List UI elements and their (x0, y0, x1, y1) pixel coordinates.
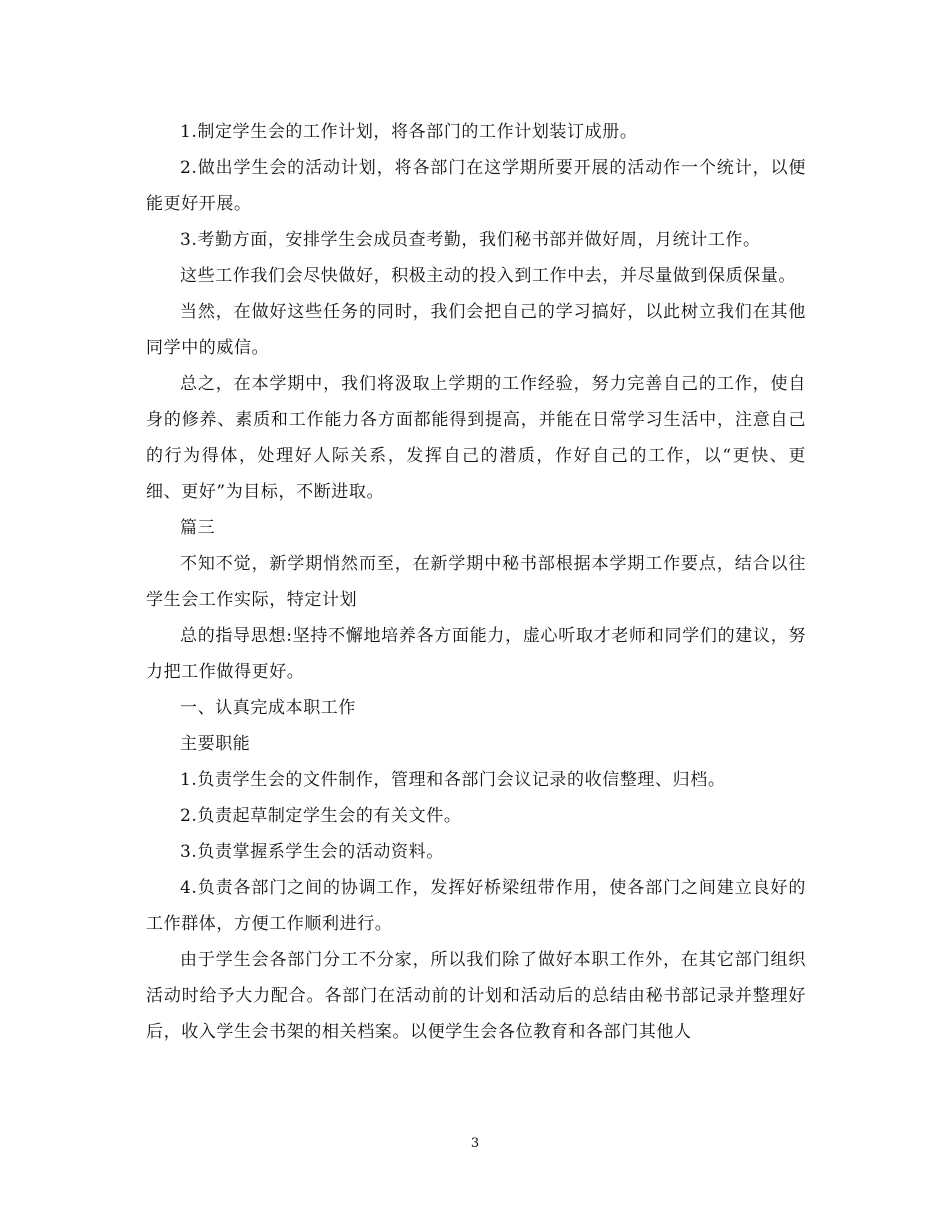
duty-item-2: 2.负责起草制定学生会的有关文件。 (180, 806, 462, 826)
paragraph-9: 总的指导思想:坚持不懈地培养各方面能力，虚心听取才老师和同学们的建议，努力把工作做得更好。 (146, 626, 806, 682)
subheading-main-duties: 主要职能 (180, 734, 251, 754)
duty-item-3: 3.负责掌握系学生会的活动资料。 (180, 842, 444, 862)
section-heading-1: 一、认真完成本职工作 (180, 698, 356, 718)
paragraph-4: 这些工作我们会尽快做好，积极主动的投入到工作中去，并尽量做到保质保量。 (180, 266, 796, 286)
section-heading-pian-san: 篇三 (180, 518, 216, 538)
paragraph-1: 1.制定学生会的工作计划，将各部门的工作计划装订成册。 (180, 122, 638, 142)
duty-item-4: 4.负责各部门之间的协调工作，发挥好桥梁纽带作用，使各部门之间建立良好的工作群体，方便工作顺利进行。 (146, 878, 806, 934)
paragraph-6: 总之，在本学期中，我们将汲取上学期的工作经验，努力完善自己的工作，使自身的修养、素质和工作能力各方面都能得到提高，并能在日常学习生活中，注意自己的行为得体，处理好人际关系，发挥自己的潜质，作好自己的工作，以“更快、更细、更好”为目标，不断进取。 (146, 374, 806, 502)
paragraph-2: 2.做出学生会的活动计划，将各部门在这学期所要开展的活动作一个统计，以便能更好开展。 (146, 158, 806, 214)
paragraph-5: 当然，在做好这些任务的同时，我们会把自己的学习搞好，以此树立我们在其他同学中的威信。 (146, 302, 806, 358)
page-number: 3 (470, 1136, 480, 1151)
document-body (146, 114, 806, 1050)
paragraph-3: 3.考勤方面，安排学生会成员查考勤，我们秘书部并做好周，月统计工作。 (180, 230, 761, 250)
paragraph-8: 不知不觉，新学期悄然而至，在新学期中秘书部根据本学期工作要点，结合以往学生会工作实际，特定计划 (146, 554, 806, 610)
paragraph-16: 由于学生会各部门分工不分家，所以我们除了做好本职工作外，在其它部门组织活动时给予大力配合。各部门在活动前的计划和活动后的总结由秘书部记录并整理好后，收入学生会书架的相关档案。以便学生会各位教育和各部门其他人 (146, 950, 806, 1042)
duty-item-1: 1.负责学生会的文件制作，管理和各部门会议记录的收信整理、归档。 (180, 770, 726, 790)
